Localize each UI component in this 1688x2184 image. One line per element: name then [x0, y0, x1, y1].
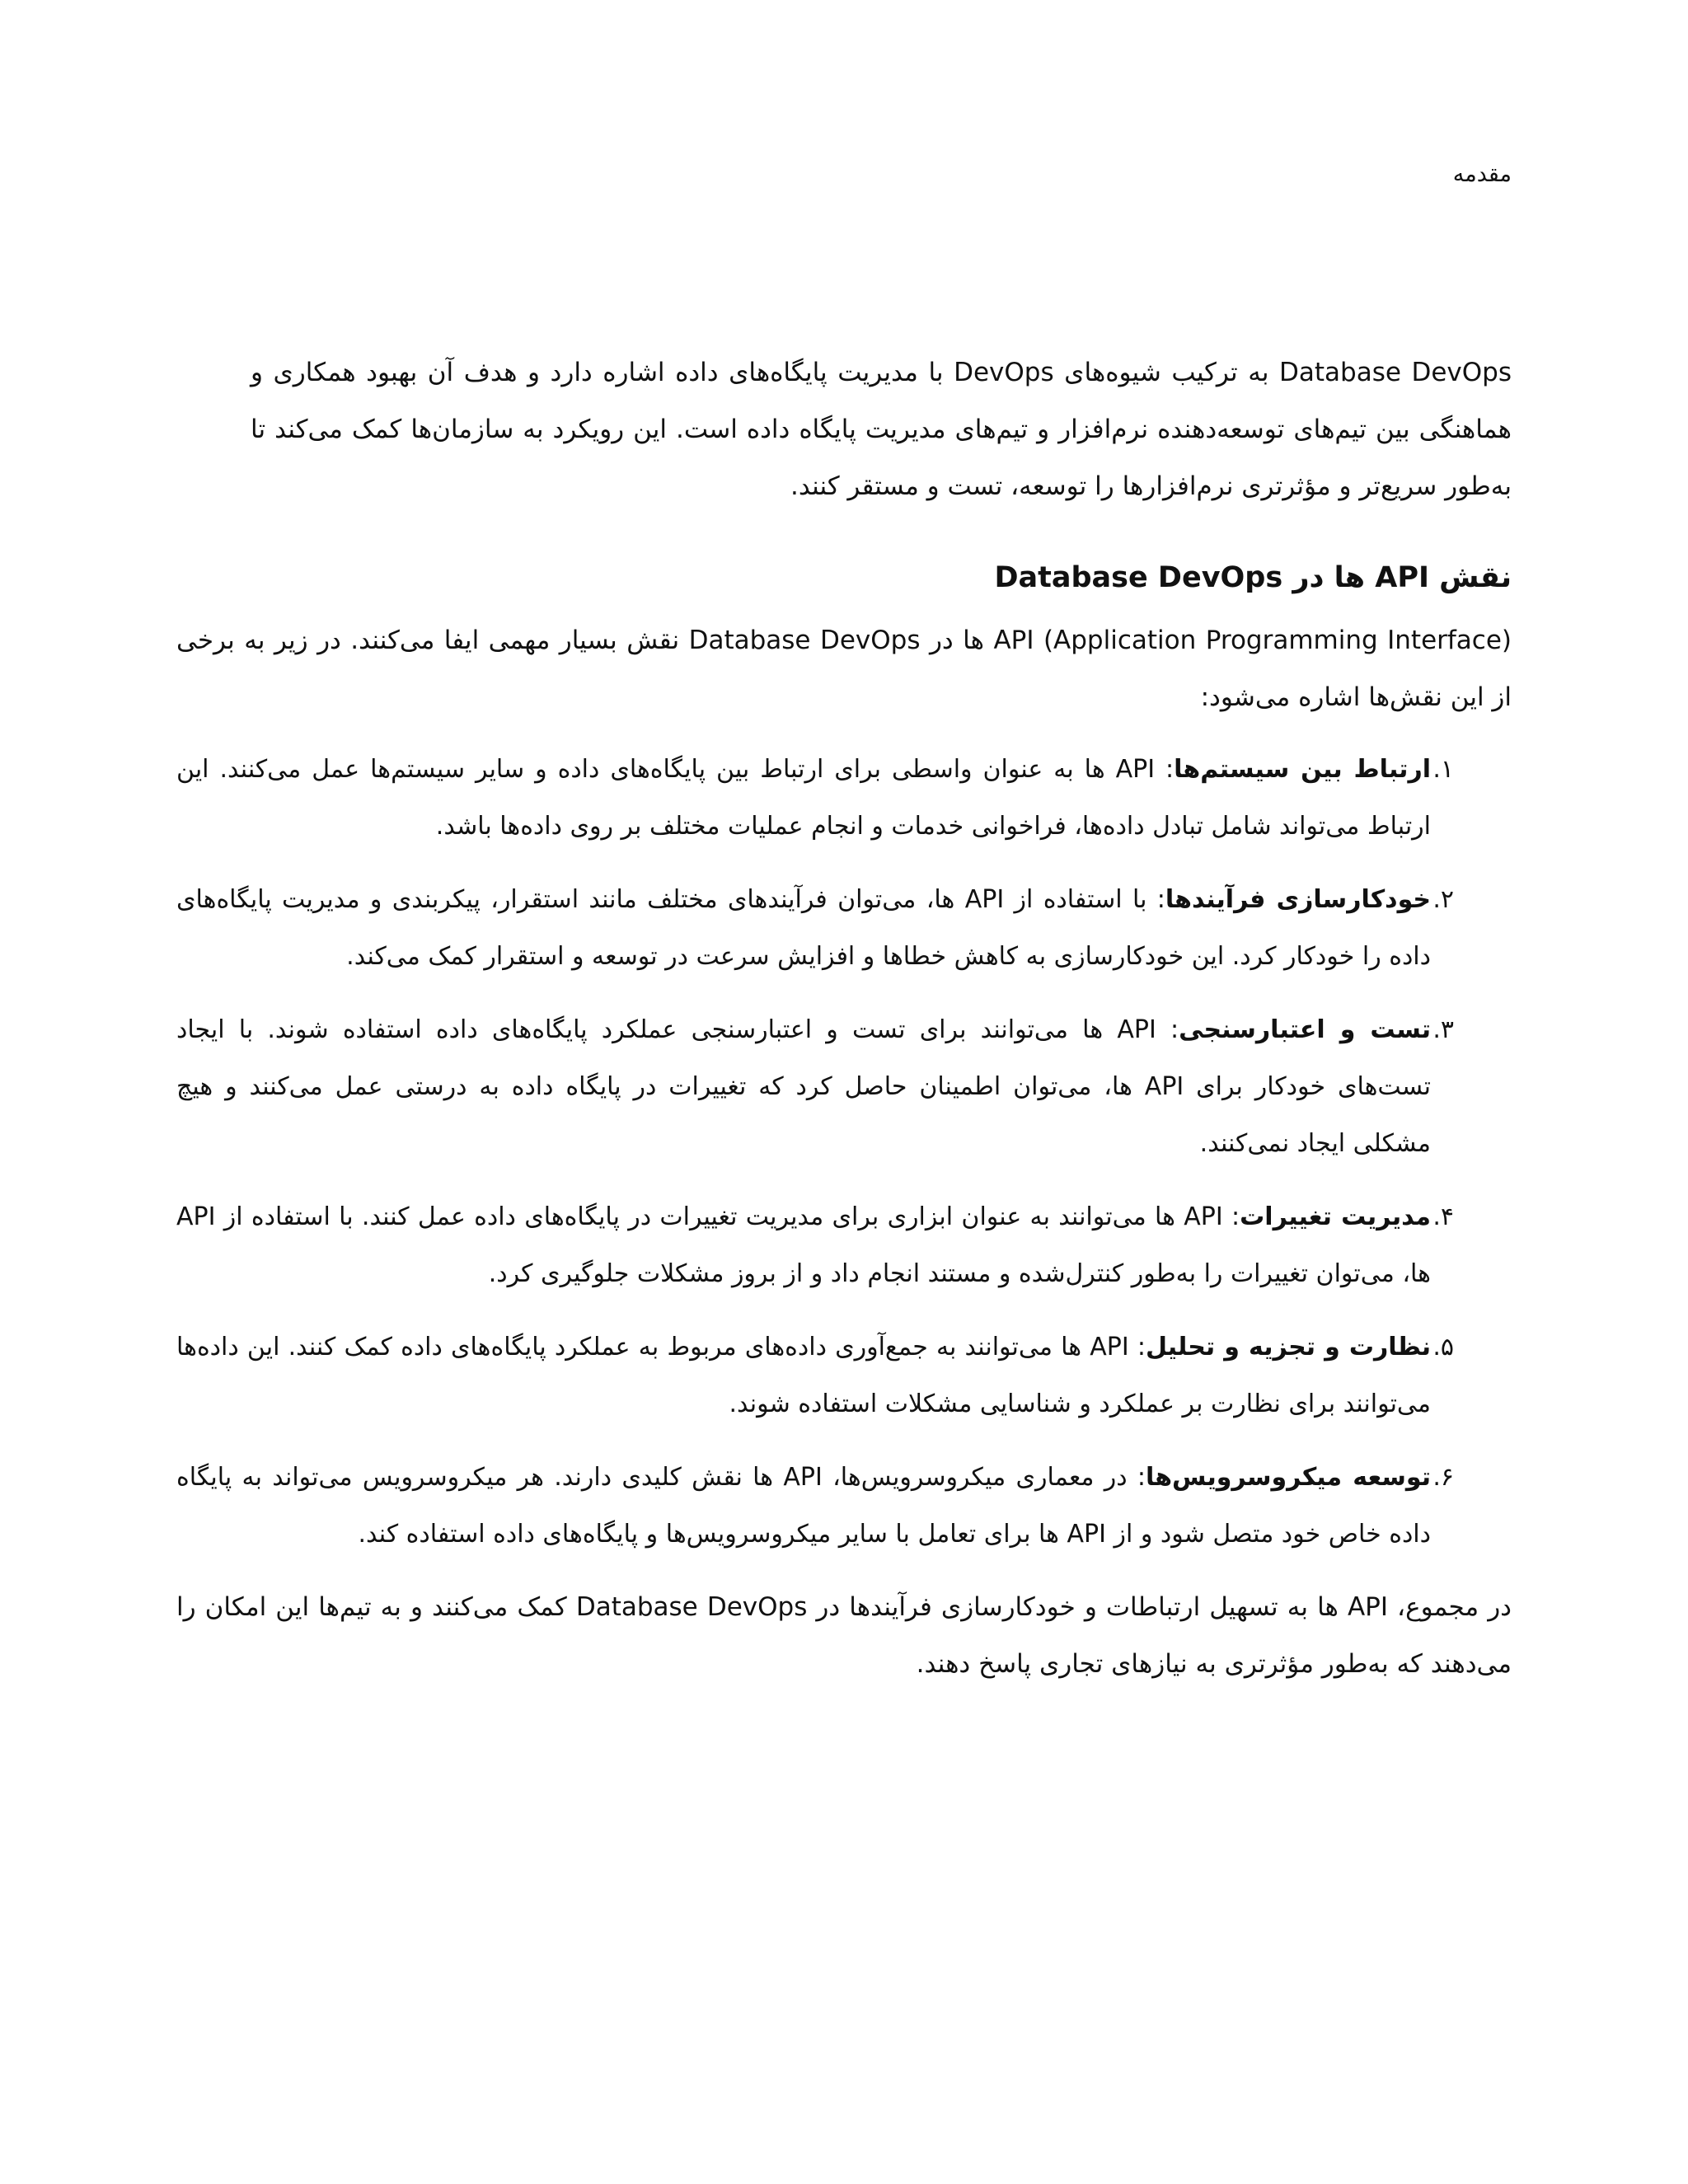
list-item-number: ۳. — [1432, 1015, 1454, 1044]
list-item-text: : API ها می‌توانند برای تست و اعتبارسنجی عملکرد پایگاه‌های داده استفاده شوند. با ایجاد تست‌های خودکار برای API ها، می‌توان اطمینان حاصل کرد که تغییرات در پایگاه داده به درستی عمل می‌کنند و هیچ مشکلی ایجاد نمی‌کنند. — [176, 1015, 1431, 1158]
list-item-number: ۲. — [1432, 885, 1454, 914]
list-item — [176, 1319, 1512, 1432]
list-item — [176, 871, 1512, 985]
list-item-number: ۵. — [1432, 1333, 1454, 1361]
list-item-text: : API ها می‌توانند به عنوان ابزاری برای مدیریت تغییرات در پایگاه‌های داده عمل کنند. با استفاده از API ها، می‌توان تغییرات را به‌طور کنترل‌شده و مستند انجام داد و از بروز مشکلات جلوگیری کرد. — [176, 1202, 1431, 1288]
list-item-text: : در معماری میکروسرویس‌ها، API ها نقش کلیدی دارند. هر میکروسرویس می‌تواند به پایگاه داده خاص خود متصل شود و از API ها برای تعامل با سایر میکروسرویس‌ها و پایگاه‌های داده استفاده کند. — [176, 1463, 1431, 1549]
list-item-term: تست و اعتبارسنجی — [1179, 1015, 1431, 1044]
list-item-term: ارتباط بین سیستم‌ها — [1174, 755, 1432, 784]
list-item-number: ۴. — [1432, 1202, 1454, 1231]
list-item-term: توسعه میکروسرویس‌ها — [1145, 1463, 1431, 1492]
list-item-term: نظارت و تجزیه و تحلیل — [1146, 1333, 1431, 1361]
section-intro-paragraph: API (Application Programming Interface) ها در Database DevOps نقش بسیار مهمی ایفا می‌کنند. در زیر به برخی از این نقش‌ها اشاره می‌شود: — [176, 626, 1512, 712]
roles-list — [176, 741, 1512, 1563]
list-item — [176, 741, 1512, 855]
section-title: نقش API ها در Database DevOps — [994, 561, 1512, 594]
list-item — [176, 1449, 1512, 1563]
list-item — [176, 1001, 1512, 1172]
list-item-number: ۶. — [1432, 1463, 1454, 1492]
conclusion-paragraph: در مجموع، API ها به تسهیل ارتباطات و خودکارسازی فرآیندها در Database DevOps کمک می‌کنند و به تیم‌ها این امکان را می‌دهند که به‌طور مؤثرتری به نیازهای تجاری پاسخ دهند. — [176, 1592, 1512, 1679]
document-body — [176, 344, 1512, 1693]
list-item — [176, 1188, 1512, 1302]
list-item-term: مدیریت تغییرات — [1240, 1202, 1431, 1231]
page-header-word: مقدمه — [1452, 162, 1512, 187]
list-item-term: خودکارسازی فرآیندها — [1165, 885, 1431, 914]
list-item-text: : API ها می‌توانند به جمع‌آوری داده‌های مربوط به عملکرد پایگاه‌های داده کمک کنند. این داده‌ها می‌توانند برای نظارت بر عملکرد و شناسایی مشکلات استفاده شوند. — [176, 1333, 1431, 1418]
intro-paragraph: Database DevOps به ترکیب شیوه‌های DevOps با مدیریت پایگاه‌های داده اشاره دارد و هدف آن بهبود همکاری و هماهنگی بین تیم‌های توسعه‌دهنده نرم‌افزار و تیم‌های مدیریت پایگاه داده است. این رویکرد به سازمان‌ها کمک می‌کند تا به‌طور سریع‌تر و مؤثرتری نرم‌افزارها را توسعه، تست و مستقر کنند. — [251, 358, 1512, 501]
list-item-text: : API ها به عنوان واسطی برای ارتباط بین پایگاه‌های داده و سایر سیستم‌ها عمل می‌کنند. این ارتباط می‌تواند شامل تبادل داده‌ها، فراخوانی خدمات و انجام عملیات مختلف بر روی داده‌ها باشد. — [176, 755, 1431, 841]
list-item-text: : با استفاده از API ها، می‌توان فرآیندهای مختلف مانند استقرار، پیکربندی و مدیریت پایگاه‌های داده را خودکار کرد. این خودکارسازی به کاهش خطاها و افزایش سرعت در توسعه و استقرار کمک می‌کند. — [176, 885, 1431, 971]
list-item-number: ۱. — [1432, 755, 1454, 784]
